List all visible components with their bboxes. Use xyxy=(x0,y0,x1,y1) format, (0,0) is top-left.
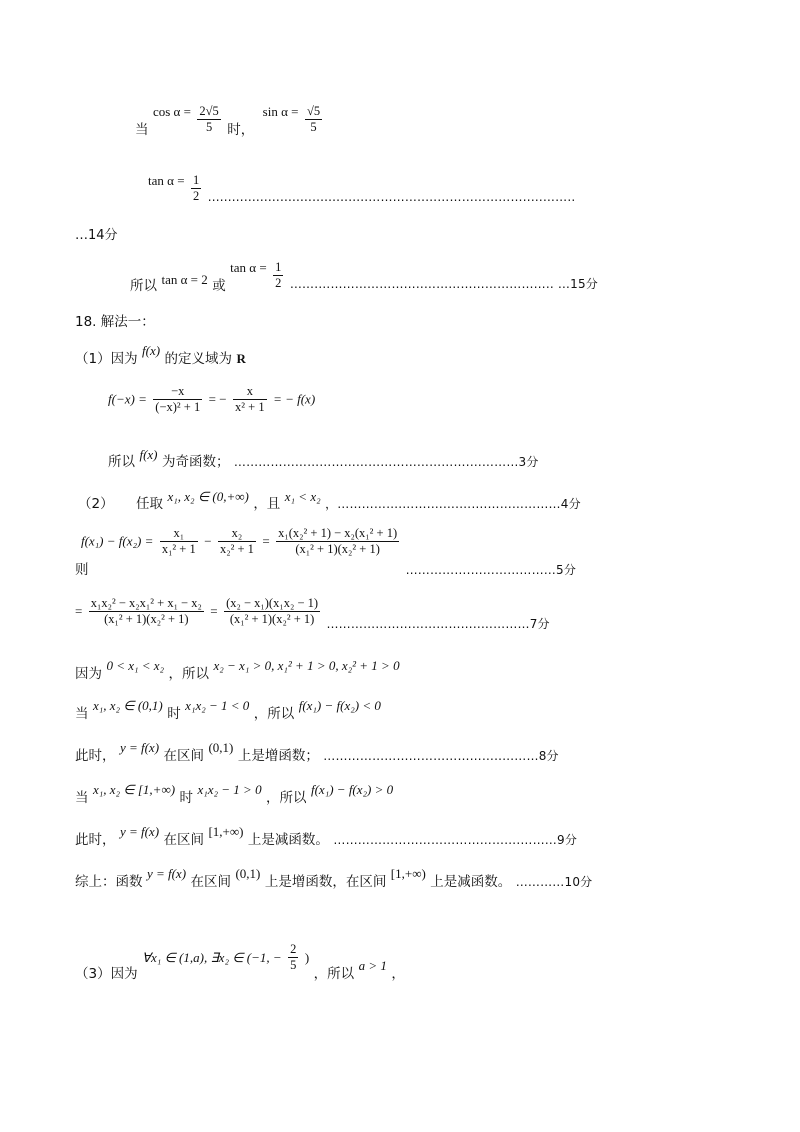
cos-numerator: 2√5 xyxy=(199,104,219,118)
text-zaiqujian: 在区间 xyxy=(163,748,204,764)
cos-fraction xyxy=(197,104,220,135)
eq-frac2-num: x xyxy=(233,384,267,400)
tan-fraction-2 xyxy=(273,260,283,291)
score-9: ……………………………………….………9分 xyxy=(333,833,578,847)
summary-mid: 上是增函数，在区间 xyxy=(264,874,387,890)
text-suoyi-2: 所以 xyxy=(108,454,135,470)
sin-numerator: √5 xyxy=(306,104,321,118)
text-suoyi: 所以 xyxy=(130,277,157,294)
score-5: …………….…………………5分 xyxy=(405,562,577,577)
score-14 xyxy=(75,228,118,244)
tan-two: tan α = 2 xyxy=(161,271,208,287)
fn-y-2: y = f(x) xyxy=(119,824,160,839)
text-suoyi-5: ，所以 xyxy=(266,790,307,806)
domain-R: R xyxy=(236,351,246,366)
text-dang-3: 当 xyxy=(75,790,89,806)
decreasing-text: 上是减函数。 xyxy=(247,832,329,848)
simp-frac1-num: x₁x₂² − x₂x₁² + x₁ − x₂ xyxy=(90,596,202,610)
fn-y-3: y = f(x) xyxy=(146,866,187,881)
diff-frac3 xyxy=(276,526,399,557)
tan-denominator-2: 2 xyxy=(275,276,282,290)
summary-rest: 上是减函数。 xyxy=(430,874,512,890)
line-cos-sin xyxy=(135,103,324,138)
text-shi-2: 时 xyxy=(167,706,181,722)
x1-lt-x2: x₁ < x₂ xyxy=(284,489,321,504)
odd-function-text: 为奇函数； xyxy=(161,454,230,470)
text-suoyi-3: ，所以 xyxy=(168,666,210,682)
interval-01: (0,1) xyxy=(208,740,234,755)
diff-minus: − xyxy=(204,533,212,549)
interval-1inf: [1,+∞) xyxy=(208,824,244,839)
sin-denominator: 5 xyxy=(310,120,317,134)
case2-vars: x₁, x₂ ∈ [1,+∞) xyxy=(92,782,176,797)
text-zaiqujian-2: 在区间 xyxy=(163,832,204,848)
question-18-heading xyxy=(75,314,155,330)
part3-expr: ∀x₁ ∈ (1,a), ∃x₂ ∈ (−1, − xyxy=(142,949,282,965)
a-gt-1: a > 1 xyxy=(358,957,387,973)
tan-numerator-2: 1 xyxy=(275,260,282,274)
part3-frac-num: 2 xyxy=(290,942,297,956)
question-18-text: 18. 解法一： xyxy=(75,314,155,330)
part2-label: （2） xyxy=(78,496,114,512)
simp-frac1-den: (x₁² + 1)(x₂² + 1) xyxy=(104,612,189,626)
score-8: ……………………………………..………8分 xyxy=(323,749,559,763)
diff-frac1-den: x₁² + 1 xyxy=(161,542,196,556)
interval-1inf-b: [1,+∞) xyxy=(390,866,426,881)
part1-equation xyxy=(108,384,315,415)
simp-frac1 xyxy=(89,596,204,627)
part2-case2 xyxy=(75,782,394,806)
part2-simplify xyxy=(75,596,550,631)
fn-y: y = f(x) xyxy=(119,740,160,755)
eq-lhs: f(−x) = xyxy=(108,391,147,407)
part3-frac-den: 5 xyxy=(290,958,297,972)
tan-fraction xyxy=(191,173,201,204)
simp-frac2-num: (x₂ − x₁)(x₁x₂ − 1) xyxy=(226,596,319,610)
x1x2-domain: x₁, x₂ ∈ (0,+∞) xyxy=(167,489,249,504)
part1-conclusion xyxy=(108,447,539,470)
case1-result: f(x₁) − f(x₂) < 0 xyxy=(298,698,381,713)
text-or: 或 xyxy=(212,277,226,294)
cos-label: cos α = xyxy=(152,103,191,119)
diff-frac1-num: x₁ xyxy=(160,526,198,542)
tan-label: tan α = xyxy=(148,172,185,188)
text-dang: 当 xyxy=(135,121,149,138)
positivity-result: x₂ − x₁ > 0, x₁² + 1 > 0, x₂² + 1 > 0 xyxy=(213,658,400,673)
simp-frac2-den: (x₁² + 1)(x₂² + 1) xyxy=(229,612,315,626)
diff-frac3-den: (x₁² + 1)(x₂² + 1) xyxy=(295,542,380,556)
diff-frac2 xyxy=(218,526,256,557)
part2-case1 xyxy=(75,698,381,722)
part3 xyxy=(75,942,405,982)
part1-domain xyxy=(75,343,246,367)
score-3: ………………………………………………….…………3分 xyxy=(233,455,539,469)
case2-cond: x₁x₂ − 1 > 0 xyxy=(197,782,262,797)
diff-eq: = xyxy=(262,533,270,549)
part2-because xyxy=(75,658,400,682)
text-zongshang: 综上：函数 xyxy=(75,874,143,890)
domain-text: 的定义域为 xyxy=(164,351,233,367)
eq-frac1-den: (−x)² + 1 xyxy=(155,400,201,414)
text-suoyi-4: ，所以 xyxy=(253,706,295,722)
text-renqu: 任取 xyxy=(136,496,164,512)
tan-numerator: 1 xyxy=(192,173,200,187)
text-qie: ，且 xyxy=(253,496,281,512)
text-cishi-2: 此时， xyxy=(75,832,116,848)
score-dots: ........................................…………..……………………..……….. xyxy=(207,189,576,204)
simp-eq: = xyxy=(75,603,83,619)
text-dang-2: 当 xyxy=(75,706,89,722)
eq-frac2 xyxy=(233,384,267,415)
text-ze: 则 xyxy=(75,561,89,578)
sin-label: sin α = xyxy=(262,103,299,119)
text-suoyi-6: ，所以 xyxy=(313,965,355,982)
part2-decreasing xyxy=(75,824,578,848)
diff-frac3-num: x₁(x₂² + 1) − x₂(x₁² + 1) xyxy=(278,526,398,540)
eq-frac2-den: x² + 1 xyxy=(235,400,265,414)
cos-denominator: 5 xyxy=(205,120,213,134)
part3-label: （3）因为 xyxy=(75,965,138,982)
case1-vars: x₁, x₂ ∈ (0,1) xyxy=(92,698,163,713)
part3-end: ， xyxy=(391,965,405,982)
score-7: ………………………………..…………7分 xyxy=(326,616,550,631)
interval-01-b: (0,1) xyxy=(235,866,261,881)
fx-symbol: f(x) xyxy=(142,343,161,358)
simp-eq2: = xyxy=(210,603,218,619)
part3-close: ) xyxy=(304,949,310,965)
order-cond: 0 < x₁ < x₂ xyxy=(106,658,165,673)
case2-result: f(x₁) − f(x₂) > 0 xyxy=(310,782,394,797)
text-shi-3: 时 xyxy=(179,790,193,806)
fx-symbol-2: f(x) xyxy=(139,447,158,462)
tan-label-2: tan α = xyxy=(230,259,267,275)
case1-cond: x₁x₂ − 1 < 0 xyxy=(185,698,250,713)
diff-frac2-num: x₂ xyxy=(218,526,256,542)
score-10: …………10分 xyxy=(515,875,593,889)
score-14-text: …14分 xyxy=(75,228,118,243)
part1-label: （1）因为 xyxy=(75,351,138,367)
part2-setup xyxy=(78,489,581,512)
text-zaiqujian-3: 在区间 xyxy=(190,874,231,890)
diff-frac2-den: x₂² + 1 xyxy=(219,542,254,556)
part2-summary xyxy=(75,866,593,890)
score-dots-15: …….……………………..………………………….. …15分 xyxy=(289,276,598,291)
sin-fraction xyxy=(305,104,322,135)
text-yinwei: 因为 xyxy=(75,666,102,682)
text-shi: 时， xyxy=(227,121,255,138)
line-tan-conclusion xyxy=(130,259,598,294)
score-4: ，…………….…….…….…….………………4分 xyxy=(325,497,581,511)
text-cishi: 此时， xyxy=(75,748,116,764)
part3-frac xyxy=(288,942,298,973)
diff-lhs: f(x₁) − f(x₂) = xyxy=(80,533,154,549)
part2-difference xyxy=(75,526,577,578)
eq-frac1 xyxy=(153,384,202,415)
eq-rhs: = − f(x) xyxy=(273,391,316,407)
line-tan-half xyxy=(148,173,575,204)
eq-mid: = − xyxy=(208,391,227,407)
simp-frac2 xyxy=(224,596,320,627)
part2-increasing xyxy=(75,740,559,764)
diff-frac1 xyxy=(160,526,198,557)
increasing-text: 上是增函数； xyxy=(237,748,319,764)
tan-denominator: 2 xyxy=(192,189,200,203)
eq-frac1-num: −x xyxy=(153,384,202,400)
